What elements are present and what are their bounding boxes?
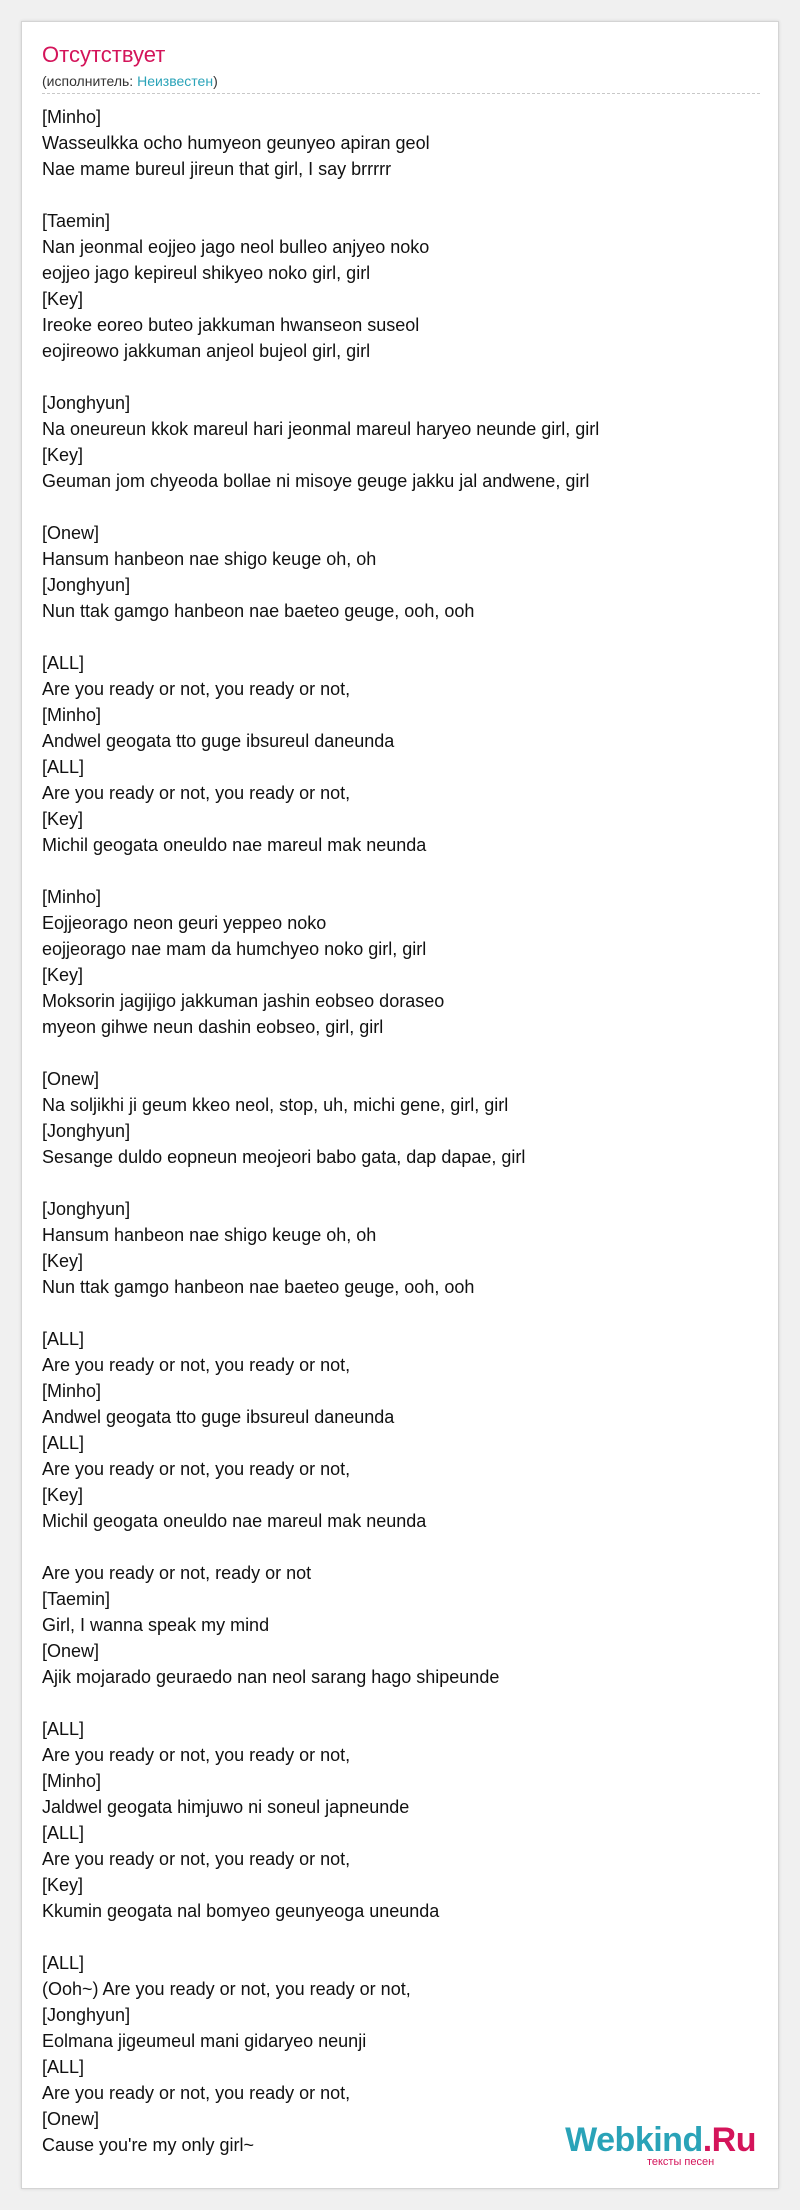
lyrics-section-label: [Onew] <box>42 1641 100 1661</box>
lyrics-line: Nae mame bureul jireun that girl, I say brrrrr <box>42 159 392 179</box>
lyrics-blank-line <box>42 624 762 650</box>
lyrics-section-label: [ALL] <box>42 1953 85 1973</box>
lyrics-section-label: [Onew] <box>42 2109 100 2129</box>
lyrics-section-label: [Minho] <box>42 107 102 127</box>
lyrics-line: Are you ready or not, you ready or not, <box>42 1459 351 1479</box>
lyrics-section-label: [Onew] <box>42 523 100 543</box>
logo-wordmark <box>565 2122 756 2158</box>
lyrics-section-label: [ALL] <box>42 1433 85 1453</box>
lyrics-line: Andwel geogata tto guge ibsureul daneunda <box>42 731 395 751</box>
lyrics-line: Geuman jom chyeoda bollae ni misoye geuge jakku jal andwene, girl <box>42 471 590 491</box>
lyrics-section-label: [ALL] <box>42 653 85 673</box>
lyrics-line: Eolmana jigeumeul mani gidaryeo neunji <box>42 2031 367 2051</box>
lyrics-section-label: [Key] <box>42 965 84 985</box>
lyrics-text <box>42 104 762 2158</box>
lyrics-line: Michil geogata oneuldo nae mareul mak neunda <box>42 835 427 855</box>
lyrics-card <box>21 21 779 2189</box>
lyrics-section-label: [Minho] <box>42 1771 102 1791</box>
performer-line <box>42 72 218 90</box>
lyrics-blank-line <box>42 1924 762 1950</box>
lyrics-section-label: [Key] <box>42 1485 84 1505</box>
lyrics-line: Nun ttak gamgo hanbeon nae baeteo geuge, ooh, ooh <box>42 1277 475 1297</box>
lyrics-blank-line <box>42 182 762 208</box>
lyrics-blank-line <box>42 1040 762 1066</box>
lyrics-section-label: [Key] <box>42 289 84 309</box>
lyrics-line: Are you ready or not, you ready or not, <box>42 783 351 803</box>
lyrics-line: Wasseulkka ocho humyeon geunyeo apiran geol <box>42 133 430 153</box>
lyrics-line: Are you ready or not, you ready or not, <box>42 679 351 699</box>
lyrics-line: eojjeo jago kepireul shikyeo noko girl, girl <box>42 263 371 283</box>
lyrics-line: Sesange duldo eopneun meojeori babo gata, dap dapae, girl <box>42 1147 526 1167</box>
lyrics-line: Are you ready or not, you ready or not, <box>42 1355 351 1375</box>
lyrics-section-label: [Jonghyun] <box>42 393 131 413</box>
lyrics-section-label: [Key] <box>42 445 84 465</box>
lyrics-section-label: [Minho] <box>42 887 102 907</box>
lyrics-blank-line <box>42 1170 762 1196</box>
logo-suffix: .Ru <box>702 2121 756 2159</box>
site-logo[interactable] <box>565 2122 756 2168</box>
logo-subtitle: тексты песен <box>646 2156 715 2168</box>
lyrics-line: Andwel geogata tto guge ibsureul daneunda <box>42 1407 395 1427</box>
lyrics-section-label: [Taemin] <box>42 1589 111 1609</box>
lyrics-blank-line <box>42 364 762 390</box>
lyrics-line: Kkumin geogata nal bomyeo geunyeoga uneunda <box>42 1901 440 1921</box>
lyrics-line: Michil geogata oneuldo nae mareul mak neunda <box>42 1511 427 1531</box>
lyrics-line: Are you ready or not, you ready or not, <box>42 1745 351 1765</box>
lyrics-line: Girl, I wanna speak my mind <box>42 1615 270 1635</box>
lyrics-section-label: [Taemin] <box>42 211 111 231</box>
performer-prefix: (исполнитель: <box>42 73 138 89</box>
lyrics-line: Are you ready or not, you ready or not, <box>42 2083 351 2103</box>
lyrics-section-label: [Key] <box>42 1875 84 1895</box>
lyrics-section-label: [ALL] <box>42 757 85 777</box>
lyrics-line: Nan jeonmal eojjeo jago neol bulleo anjyeo noko <box>42 237 430 257</box>
logo-main-text: Webkind <box>565 2121 703 2159</box>
lyrics-section-label: [Onew] <box>42 1069 100 1089</box>
lyrics-section-label: [Key] <box>42 809 84 829</box>
lyrics-section-label: [Minho] <box>42 705 102 725</box>
lyrics-line: Ireoke eoreo buteo jakkuman hwanseon suseol <box>42 315 420 335</box>
page-title: Отсутствует <box>42 42 166 67</box>
lyrics-section-label: [ALL] <box>42 2057 85 2077</box>
lyrics-line: myeon gihwe neun dashin eobseo, girl, girl <box>42 1017 384 1037</box>
lyrics-line: Jaldwel geogata himjuwo ni soneul japneunde <box>42 1797 410 1817</box>
lyrics-blank-line <box>42 858 762 884</box>
lyrics-line: eojireowo jakkuman anjeol bujeol girl, girl <box>42 341 371 361</box>
lyrics-line: Nun ttak gamgo hanbeon nae baeteo geuge, ooh, ooh <box>42 601 475 621</box>
lyrics-section-label: [Jonghyun] <box>42 1121 131 1141</box>
header-divider <box>42 93 760 94</box>
lyrics-line: eojjeorago nae mam da humchyeo noko girl, girl <box>42 939 427 959</box>
lyrics-line: Moksorin jagijigo jakkuman jashin eobseo doraseo <box>42 991 445 1011</box>
lyrics-line: Hansum hanbeon nae shigo keuge oh, oh <box>42 549 377 569</box>
lyrics-section-label: [ALL] <box>42 1329 85 1349</box>
lyrics-line: Na oneureun kkok mareul hari jeonmal mareul haryeo neunde girl, girl <box>42 419 600 439</box>
lyrics-section-label: [ALL] <box>42 1719 85 1739</box>
lyrics-line: Are you ready or not, you ready or not, <box>42 1849 351 1869</box>
lyrics-section-label: [Jonghyun] <box>42 2005 131 2025</box>
lyrics-blank-line <box>42 1690 762 1716</box>
lyrics-section-label: [Key] <box>42 1251 84 1271</box>
lyrics-line: Cause you're my only girl~ <box>42 2135 255 2155</box>
lyrics-line: Hansum hanbeon nae shigo keuge oh, oh <box>42 1225 377 1245</box>
performer-link[interactable]: Неизвестен <box>137 73 214 89</box>
lyrics-blank-line <box>42 1534 762 1560</box>
lyrics-blank-line <box>42 1300 762 1326</box>
lyrics-line: Ajik mojarado geuraedo nan neol sarang hago shipeunde <box>42 1667 500 1687</box>
lyrics-line: (Ooh~) Are you ready or not, you ready or not, <box>42 1979 411 1999</box>
performer-suffix: ) <box>213 73 218 89</box>
lyrics-section-label: [Minho] <box>42 1381 102 1401</box>
lyrics-blank-line <box>42 494 762 520</box>
lyrics-line: Are you ready or not, ready or not <box>42 1563 312 1583</box>
lyrics-section-label: [Jonghyun] <box>42 1199 131 1219</box>
lyrics-section-label: [Jonghyun] <box>42 575 131 595</box>
lyrics-line: Na soljikhi ji geum kkeo neol, stop, uh, michi gene, girl, girl <box>42 1095 509 1115</box>
lyrics-line: Eojjeorago neon geuri yeppeo noko <box>42 913 327 933</box>
lyrics-section-label: [ALL] <box>42 1823 85 1843</box>
